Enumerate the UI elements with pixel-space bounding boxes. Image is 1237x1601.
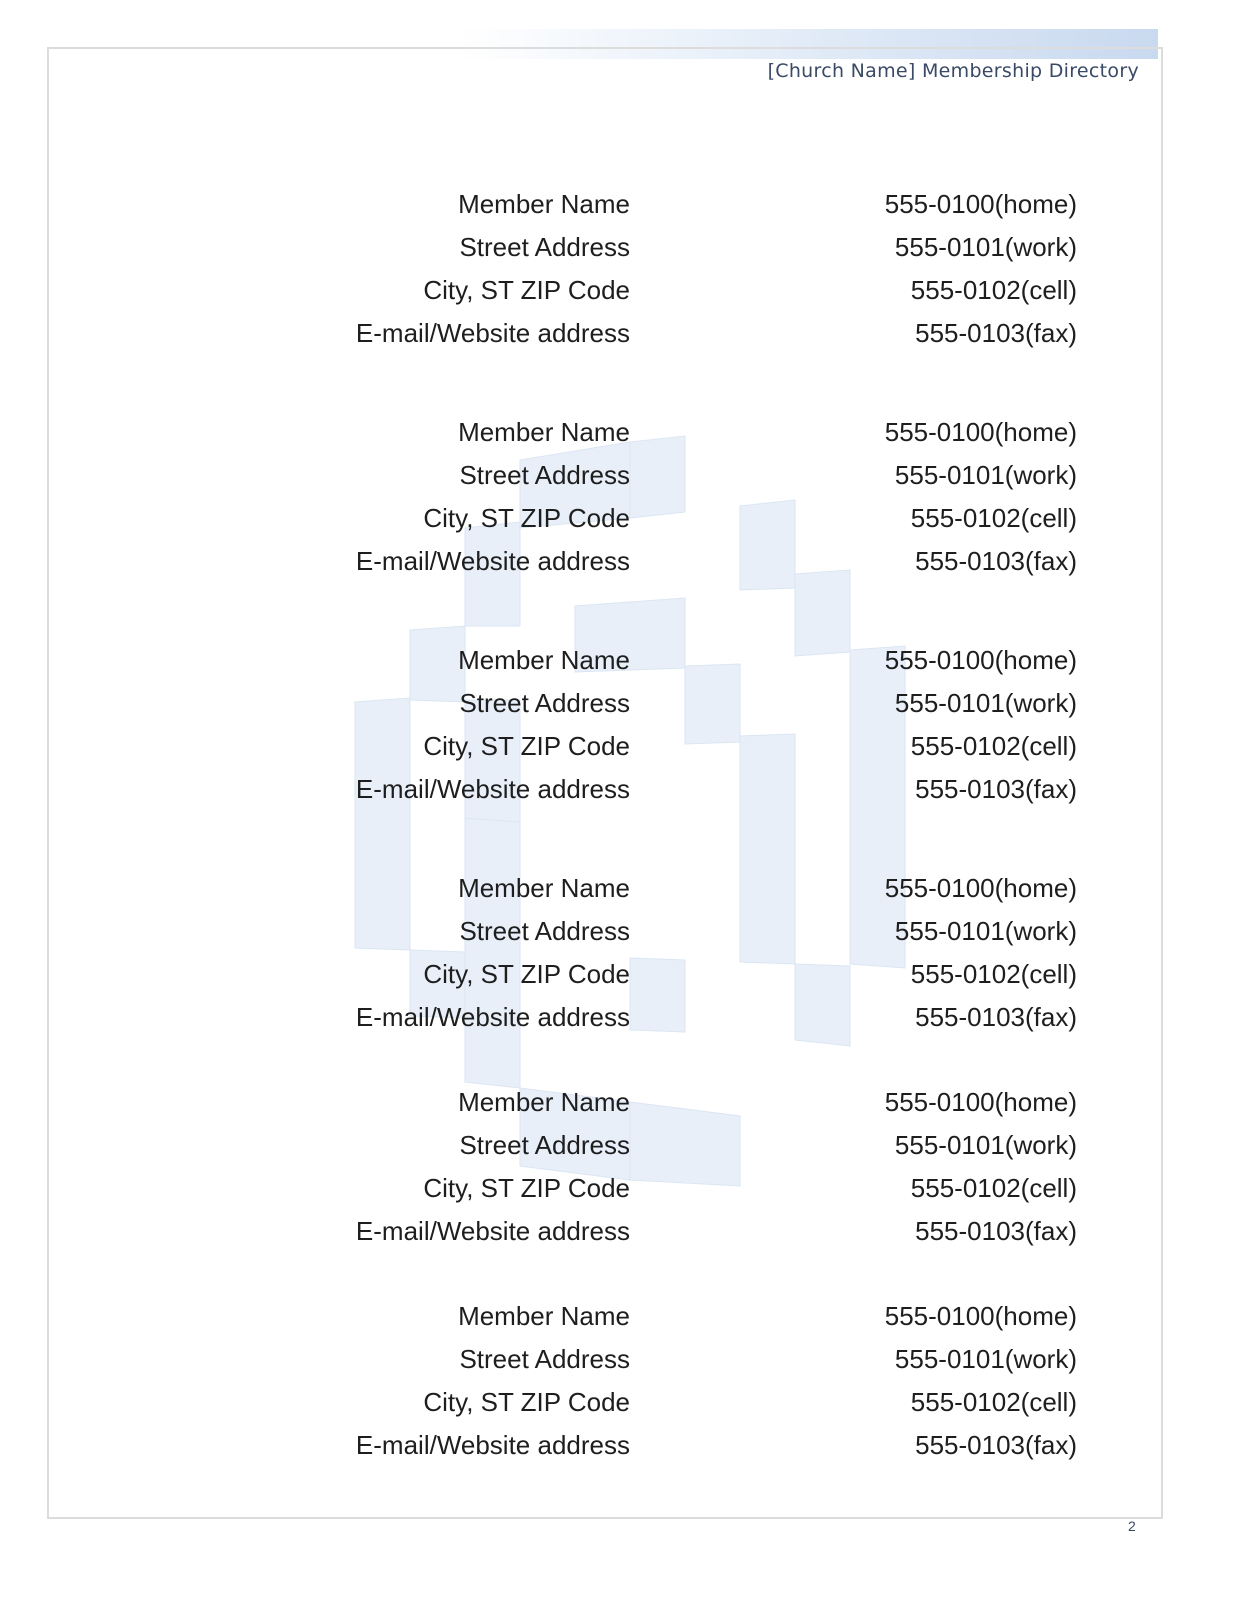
city-state-zip: City, ST ZIP Code [423,503,630,533]
phone-home: 555-0100(home) [884,645,1077,675]
street-address: Street Address [459,1130,630,1160]
street-address: Street Address [459,688,630,718]
phone-fax: 555-0103(fax) [915,1216,1077,1246]
phone-fax: 555-0103(fax) [915,546,1077,576]
phone-home: 555-0100(home) [884,1301,1077,1331]
street-address: Street Address [459,232,630,262]
email-website: E-mail/Website address [355,1002,630,1032]
member-name: Member Name [458,645,630,675]
phone-cell: 555-0102(cell) [910,959,1077,989]
member-name: Member Name [458,417,630,447]
member-entry [240,1295,1080,1467]
email-website: E-mail/Website address [355,1216,630,1246]
phone-cell: 555-0102(cell) [910,731,1077,761]
phone-cell: 555-0102(cell) [910,275,1077,305]
email-website: E-mail/Website address [355,774,630,804]
member-name: Member Name [458,1087,630,1117]
phone-work: 555-0101(work) [894,688,1077,718]
phone-fax: 555-0103(fax) [915,1430,1077,1460]
member-entry [240,639,1080,811]
phone-fax: 555-0103(fax) [915,774,1077,804]
phone-cell: 555-0102(cell) [910,1173,1077,1203]
phone-work: 555-0101(work) [894,1344,1077,1374]
member-entry [240,1081,1080,1253]
member-name: Member Name [458,189,630,219]
member-name: Member Name [458,873,630,903]
city-state-zip: City, ST ZIP Code [423,1173,630,1203]
email-website: E-mail/Website address [355,318,630,348]
phone-fax: 555-0103(fax) [915,1002,1077,1032]
phone-fax: 555-0103(fax) [915,318,1077,348]
phone-work: 555-0101(work) [894,1130,1077,1160]
phone-cell: 555-0102(cell) [910,503,1077,533]
member-entry [240,867,1080,1039]
phone-work: 555-0101(work) [894,460,1077,490]
phone-home: 555-0100(home) [884,1087,1077,1117]
city-state-zip: City, ST ZIP Code [423,275,630,305]
city-state-zip: City, ST ZIP Code [423,1387,630,1417]
city-state-zip: City, ST ZIP Code [423,959,630,989]
member-entry [240,183,1080,355]
phone-home: 555-0100(home) [884,873,1077,903]
street-address: Street Address [459,916,630,946]
page-number: 2 [1128,1518,1136,1534]
street-address: Street Address [459,1344,630,1374]
phone-cell: 555-0102(cell) [910,1387,1077,1417]
member-name: Member Name [458,1301,630,1331]
phone-work: 555-0101(work) [894,916,1077,946]
city-state-zip: City, ST ZIP Code [423,731,630,761]
email-website: E-mail/Website address [355,1430,630,1460]
phone-home: 555-0100(home) [884,417,1077,447]
member-entry [240,411,1080,583]
phone-work: 555-0101(work) [894,232,1077,262]
email-website: E-mail/Website address [355,546,630,576]
page-header-title: [Church Name] Membership Directory [767,60,1139,82]
phone-home: 555-0100(home) [884,189,1077,219]
street-address: Street Address [459,460,630,490]
